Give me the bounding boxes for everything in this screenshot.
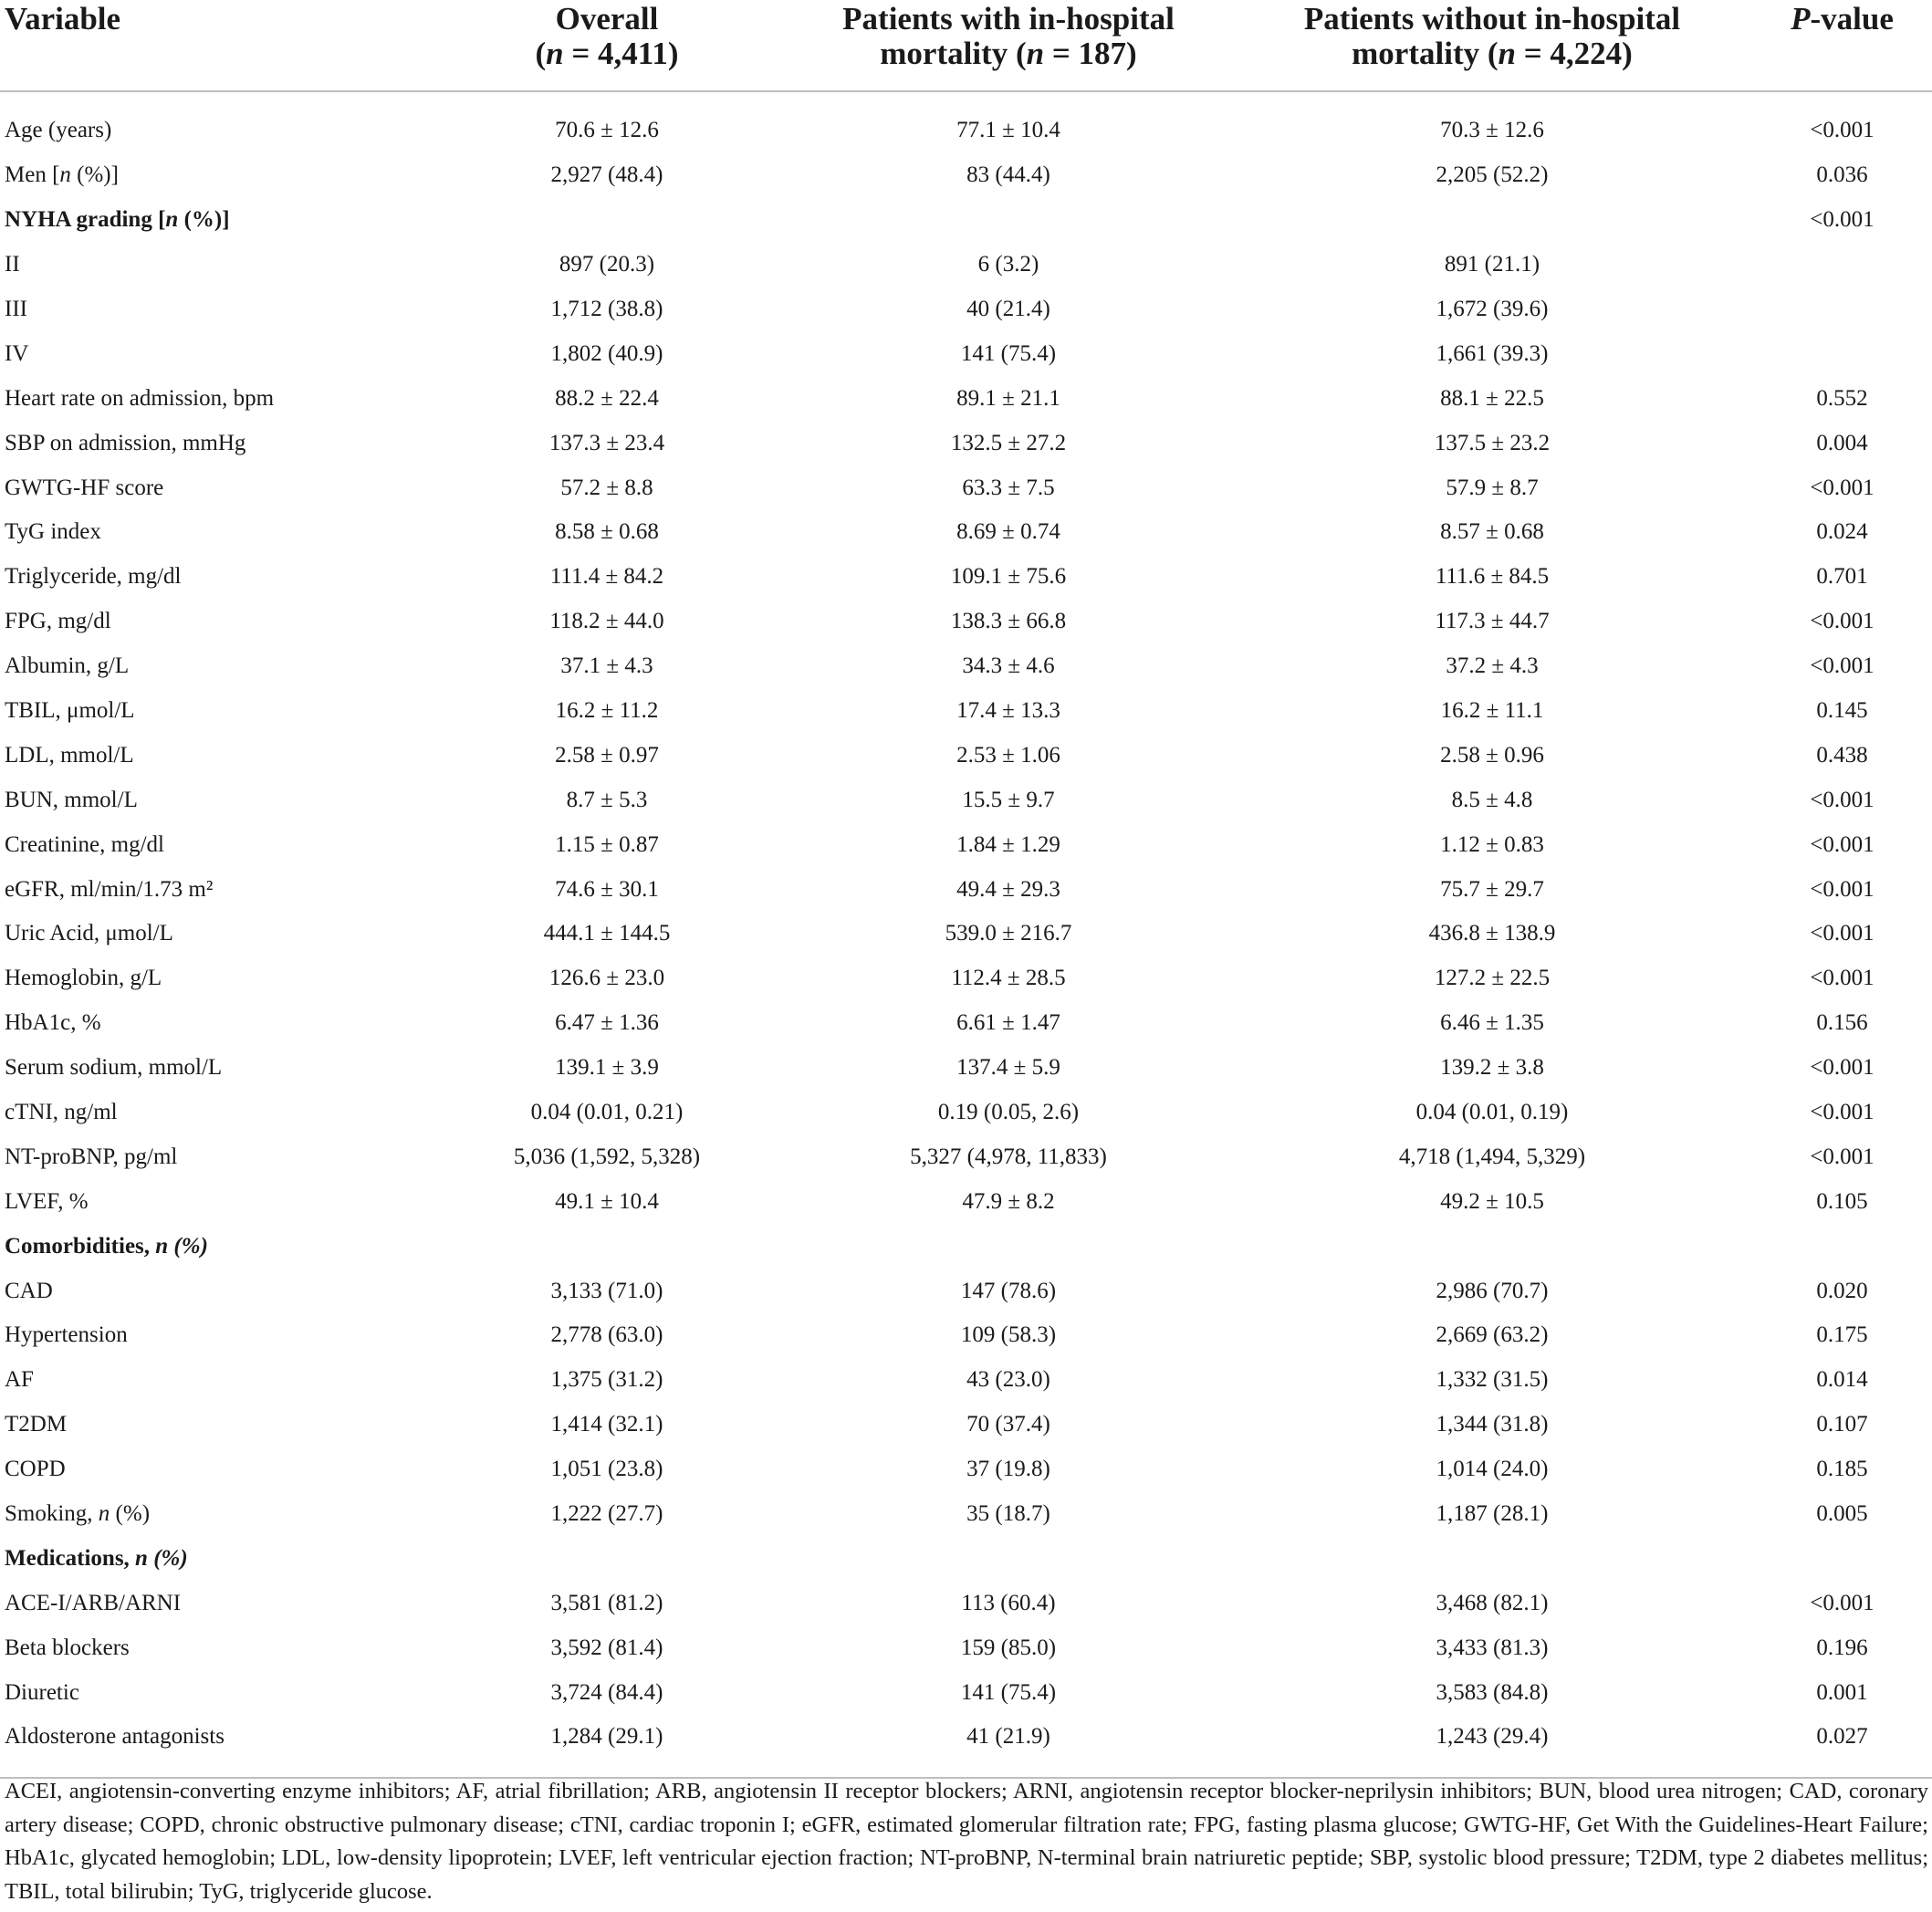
cell-p-value: <0.001 bbox=[1810, 1055, 1875, 1081]
cell-without-mortality: 1.12 ± 0.83 bbox=[1440, 831, 1544, 857]
cell-overall: 3,133 (71.0) bbox=[550, 1278, 663, 1303]
cell-p-value: 0.020 bbox=[1816, 1278, 1868, 1303]
cell-with-mortality: 47.9 ± 8.2 bbox=[962, 1188, 1055, 1214]
cell-p-value: 0.105 bbox=[1816, 1188, 1868, 1214]
cell-without-mortality: 1,661 (39.3) bbox=[1436, 340, 1549, 366]
cell-overall: 1,284 (29.1) bbox=[429, 1715, 785, 1778]
table-row bbox=[0, 733, 1932, 778]
cell-overall: 118.2 ± 44.0 bbox=[549, 609, 664, 634]
header-overall: Overall (n = 4,411) bbox=[429, 0, 785, 91]
table-row bbox=[0, 867, 1932, 912]
table-row bbox=[0, 287, 1932, 332]
cell-overall: 2,927 (48.4) bbox=[550, 162, 663, 188]
table-row bbox=[0, 1269, 1932, 1313]
cell-variable: FPG, mg/dl bbox=[5, 609, 111, 634]
table-row bbox=[0, 91, 1932, 153]
table-row bbox=[0, 465, 1932, 510]
table-row bbox=[0, 1358, 1932, 1403]
cell-variable: COPD bbox=[5, 1457, 66, 1482]
cell-overall: 3,581 (81.2) bbox=[550, 1590, 663, 1615]
cell-variable: SBP on admission, mmHg bbox=[5, 430, 246, 455]
cell-without-mortality: 1,344 (31.8) bbox=[1436, 1412, 1549, 1437]
cell-p-value: 0.107 bbox=[1816, 1412, 1868, 1437]
cell-variable: cTNI, ng/ml bbox=[5, 1100, 118, 1125]
cell-without-mortality: 436.8 ± 138.9 bbox=[1428, 921, 1556, 946]
cell-without-mortality: 8.57 ± 0.68 bbox=[1440, 519, 1544, 545]
cell-variable: TBIL, μmol/L bbox=[5, 698, 135, 724]
cell-variable: Beta blockers bbox=[5, 1635, 130, 1660]
cell-without-mortality: 70.3 ± 12.6 bbox=[1440, 118, 1544, 143]
cell-with-mortality: 147 (78.6) bbox=[960, 1278, 1057, 1303]
cell-overall: 3,724 (84.4) bbox=[550, 1679, 663, 1705]
cell-with-mortality: 5,327 (4,978, 11,833) bbox=[910, 1144, 1107, 1169]
cell-with-mortality: 132.5 ± 27.2 bbox=[950, 430, 1067, 455]
cell-p-value: 0.175 bbox=[1816, 1322, 1868, 1348]
cell-p-value: 0.701 bbox=[1816, 564, 1868, 590]
cell-variable: II bbox=[5, 252, 20, 277]
cell-overall: 1,712 (38.8) bbox=[550, 297, 663, 321]
cell-variable: LVEF, % bbox=[5, 1188, 89, 1214]
cell-overall: 8.58 ± 0.68 bbox=[555, 519, 659, 545]
cell-with-mortality: 89.1 ± 21.1 bbox=[956, 385, 1060, 411]
cell-p-value: <0.001 bbox=[1810, 966, 1875, 991]
cell-without-mortality: 1,014 (24.0) bbox=[1436, 1457, 1549, 1482]
cell-p-value: <0.001 bbox=[1810, 118, 1875, 143]
cell-variable: Age (years) bbox=[5, 118, 112, 143]
cell-without-mortality: 57.9 ± 8.7 bbox=[1446, 475, 1539, 500]
cell-variable: Heart rate on admission, bpm bbox=[5, 385, 275, 411]
table-footnote: ACEI, angiotensin-converting enzyme inhibitors; AF, atrial fibrillation; ARB, angiotensin II receptor blockers; ARNI, angiotensin receptor blocker-neprilysin inhibitors; BUN, blood urea nitrogen; CAD, coronary artery disease; COPD, chronic obstructive pulmonary disease; cTNI, cardiac troponin I; eGFR, estimated glomerular filtration rate; FPG, fasting plasma glucose; GWTG-HF, Get With the Guidelines-Heart Failure; HbA1c, glycated hemoglobin; LDL, low-density lipoprotein; LVEF, left ventricular ejection fraction; NT-proBNP, N-terminal brain natriuretic peptide; SBP, systolic blood pressure; T2DM, type 2 diabetes mellitus; TBIL, total bilirubin; TyG, triglyceride glucose. bbox=[5, 1779, 1928, 1904]
cell-with-mortality: 141 (75.4) bbox=[960, 1679, 1057, 1705]
cell-without-mortality: 3,583 (84.8) bbox=[1436, 1679, 1549, 1705]
cell-overall: 1,802 (40.9) bbox=[550, 340, 663, 366]
cell-p-value: 0.552 bbox=[1816, 385, 1868, 411]
cell-without-mortality: 4,718 (1,494, 5,329) bbox=[1398, 1144, 1586, 1169]
section-header-row bbox=[0, 1537, 1932, 1582]
cell-overall: 74.6 ± 30.1 bbox=[555, 876, 659, 902]
cell-variable: III bbox=[5, 297, 27, 321]
cell-overall: 139.1 ± 3.9 bbox=[555, 1055, 659, 1081]
cell-p-value: <0.001 bbox=[1810, 609, 1875, 634]
cell-variable: CAD bbox=[5, 1278, 53, 1303]
cell-with-mortality: 17.4 ± 13.3 bbox=[956, 698, 1060, 724]
cell-p-value: <0.001 bbox=[1810, 475, 1875, 500]
cell-overall: 1,051 (23.8) bbox=[550, 1457, 663, 1482]
header-with-mortality: Patients with in-hospital mortality (n = 187) bbox=[785, 0, 1232, 91]
cell-without-mortality bbox=[1232, 1224, 1752, 1269]
cell-overall bbox=[429, 1537, 785, 1582]
table-row bbox=[0, 956, 1932, 1001]
cell-p-value: <0.001 bbox=[1810, 876, 1875, 902]
cell-p-value: 0.196 bbox=[1816, 1635, 1868, 1660]
header-variable: Variable bbox=[0, 0, 429, 91]
cell-with-mortality: 40 (21.4) bbox=[966, 297, 1050, 321]
cell-with-mortality: 34.3 ± 4.6 bbox=[962, 653, 1055, 679]
table-row bbox=[0, 555, 1932, 600]
table-row bbox=[0, 1001, 1932, 1046]
cell-overall: 1,222 (27.7) bbox=[550, 1501, 663, 1527]
cell-variable: T2DM bbox=[5, 1412, 68, 1437]
cell-without-mortality: 127.2 ± 22.5 bbox=[1434, 966, 1551, 991]
cell-with-mortality: 138.3 ± 66.8 bbox=[950, 609, 1067, 634]
cell-p-value: <0.001 bbox=[1810, 653, 1875, 679]
cell-variable: Albumin, g/L bbox=[5, 653, 130, 679]
cell-p-value: 0.036 bbox=[1816, 162, 1868, 188]
cell-p-value: <0.001 bbox=[1810, 207, 1875, 233]
cell-variable: eGFR, ml/min/1.73 m² bbox=[5, 876, 214, 902]
cell-p-value: <0.001 bbox=[1810, 1144, 1875, 1169]
cell-overall: 2,778 (63.0) bbox=[550, 1322, 663, 1348]
cell-p-value bbox=[1752, 1224, 1932, 1269]
cell-with-mortality: 43 (23.0) bbox=[966, 1367, 1050, 1393]
cell-without-mortality: 8.5 ± 4.8 bbox=[1451, 787, 1533, 812]
cell-without-mortality: 0.04 (0.01, 0.19) bbox=[1415, 1100, 1569, 1125]
cell-variable: Diuretic bbox=[5, 1679, 79, 1705]
cell-p-value: 0.156 bbox=[1816, 1010, 1868, 1036]
cell-with-mortality: 63.3 ± 7.5 bbox=[962, 475, 1055, 500]
cell-without-mortality bbox=[1232, 1537, 1752, 1582]
cell-overall: 8.7 ± 5.3 bbox=[566, 787, 648, 812]
cell-p-value bbox=[1752, 331, 1932, 376]
cell-without-mortality: 16.2 ± 11.1 bbox=[1440, 698, 1544, 724]
cell-overall: 2.58 ± 0.97 bbox=[555, 742, 659, 768]
table-row bbox=[0, 243, 1932, 287]
table-row bbox=[0, 1715, 1932, 1778]
cell-variable: Triglyceride, mg/dl bbox=[5, 564, 182, 590]
cell-variable: Hemoglobin, g/L bbox=[5, 966, 162, 991]
cell-variable: NYHA grading [n (%)] bbox=[5, 207, 230, 233]
cell-p-value: 0.027 bbox=[1752, 1715, 1932, 1778]
cell-overall: 897 (20.3) bbox=[559, 252, 655, 277]
table-row bbox=[0, 822, 1932, 867]
table-row bbox=[0, 1492, 1932, 1537]
cell-without-mortality: 1,243 (29.4) bbox=[1232, 1715, 1752, 1778]
cell-variable: LDL, mmol/L bbox=[5, 742, 134, 768]
cell-p-value: <0.001 bbox=[1810, 1590, 1875, 1615]
cell-variable: Hypertension bbox=[5, 1322, 128, 1348]
table-row bbox=[0, 644, 1932, 689]
table-row bbox=[0, 1134, 1932, 1179]
section-header-row bbox=[0, 1224, 1932, 1269]
cell-variable: AF bbox=[5, 1367, 34, 1393]
cell-p-value: <0.001 bbox=[1810, 1100, 1875, 1125]
cell-overall: 88.2 ± 22.4 bbox=[555, 385, 659, 411]
cell-without-mortality: 139.2 ± 3.8 bbox=[1440, 1055, 1544, 1081]
cell-p-value: 0.145 bbox=[1816, 698, 1868, 724]
table-row bbox=[0, 331, 1932, 376]
header-without-mortality: Patients without in-hospital mortality (n = 4,224) bbox=[1232, 0, 1752, 91]
cell-overall bbox=[429, 1224, 785, 1269]
cell-variable: Creatinine, mg/dl bbox=[5, 831, 164, 857]
cell-without-mortality: 2,986 (70.7) bbox=[1436, 1278, 1549, 1303]
cell-p-value: 0.001 bbox=[1816, 1679, 1868, 1705]
cell-overall: 444.1 ± 144.5 bbox=[543, 921, 671, 946]
table-header-row bbox=[0, 0, 1932, 91]
table-row bbox=[0, 1625, 1932, 1670]
cell-with-mortality: 2.53 ± 1.06 bbox=[956, 742, 1060, 768]
cell-variable: IV bbox=[5, 340, 29, 366]
cell-overall: 1.15 ± 0.87 bbox=[555, 831, 659, 857]
table-row bbox=[0, 600, 1932, 644]
cell-overall: 1,414 (32.1) bbox=[550, 1412, 663, 1437]
cell-with-mortality: 77.1 ± 10.4 bbox=[956, 118, 1060, 143]
cell-with-mortality: 0.19 (0.05, 2.6) bbox=[937, 1100, 1080, 1125]
cell-with-mortality: 8.69 ± 0.74 bbox=[956, 519, 1060, 545]
table-row bbox=[0, 376, 1932, 421]
cell-without-mortality: 2.58 ± 0.96 bbox=[1440, 742, 1544, 768]
cell-with-mortality: 109 (58.3) bbox=[960, 1322, 1057, 1348]
cell-variable: Comorbidities, n (%) bbox=[5, 1233, 208, 1259]
cell-without-mortality: 6.46 ± 1.35 bbox=[1440, 1010, 1544, 1036]
cell-with-mortality: 159 (85.0) bbox=[960, 1635, 1057, 1660]
table-row bbox=[0, 1403, 1932, 1447]
cell-p-value: <0.001 bbox=[1810, 787, 1875, 812]
cell-p-value: 0.438 bbox=[1816, 742, 1868, 768]
cell-with-mortality: 6 (3.2) bbox=[977, 252, 1039, 277]
cell-variable: Aldosterone antagonists bbox=[0, 1715, 429, 1778]
cell-without-mortality: 37.2 ± 4.3 bbox=[1446, 653, 1539, 679]
cell-with-mortality: 49.4 ± 29.3 bbox=[956, 876, 1060, 902]
section-header-row bbox=[0, 198, 1932, 243]
cell-without-mortality: 75.7 ± 29.7 bbox=[1440, 876, 1544, 902]
cell-without-mortality: 111.6 ± 84.5 bbox=[1435, 564, 1550, 590]
cell-variable: Medications, n (%) bbox=[5, 1545, 188, 1571]
cell-without-mortality: 1,332 (31.5) bbox=[1436, 1367, 1549, 1393]
cell-without-mortality bbox=[1232, 198, 1752, 243]
cell-variable: Uric Acid, μmol/L bbox=[5, 921, 173, 946]
cell-without-mortality: 117.3 ± 44.7 bbox=[1435, 609, 1550, 634]
cell-variable: NT-proBNP, pg/ml bbox=[5, 1144, 178, 1169]
cell-overall: 70.6 ± 12.6 bbox=[555, 118, 659, 143]
cell-variable: Smoking, n (%) bbox=[5, 1501, 151, 1527]
cell-p-value bbox=[1752, 243, 1932, 287]
table-row bbox=[0, 1581, 1932, 1625]
cell-with-mortality bbox=[785, 1537, 1232, 1582]
cell-with-mortality: 37 (19.8) bbox=[966, 1457, 1050, 1482]
cell-without-mortality: 1,672 (39.6) bbox=[1436, 297, 1549, 321]
table-row bbox=[0, 153, 1932, 198]
table-row bbox=[0, 1179, 1932, 1224]
cell-with-mortality bbox=[785, 198, 1232, 243]
cell-with-mortality: 15.5 ± 9.7 bbox=[962, 787, 1055, 812]
cell-with-mortality: 83 (44.4) bbox=[966, 162, 1050, 188]
cell-with-mortality: 113 (60.4) bbox=[961, 1590, 1056, 1615]
cell-with-mortality: 41 (21.9) bbox=[785, 1715, 1232, 1778]
cell-p-value: 0.024 bbox=[1816, 519, 1868, 545]
cell-overall: 111.4 ± 84.2 bbox=[549, 564, 664, 590]
header-p-value: P-value bbox=[1752, 0, 1932, 91]
cell-variable: GWTG-HF score bbox=[5, 475, 164, 500]
cell-p-value: 0.004 bbox=[1816, 430, 1868, 455]
cell-variable: Serum sodium, mmol/L bbox=[5, 1055, 223, 1081]
cell-overall: 1,375 (31.2) bbox=[550, 1367, 663, 1393]
cell-with-mortality bbox=[785, 1224, 1232, 1269]
cell-p-value: 0.005 bbox=[1816, 1501, 1868, 1527]
cell-with-mortality: 35 (18.7) bbox=[966, 1501, 1050, 1527]
table-row bbox=[0, 1091, 1932, 1135]
cell-p-value: 0.014 bbox=[1816, 1367, 1868, 1393]
table-row bbox=[0, 1046, 1932, 1091]
cell-with-mortality: 1.84 ± 1.29 bbox=[956, 831, 1060, 857]
cell-with-mortality: 70 (37.4) bbox=[966, 1412, 1050, 1437]
cell-with-mortality: 539.0 ± 216.7 bbox=[945, 921, 1072, 946]
cell-without-mortality: 1,187 (28.1) bbox=[1436, 1501, 1549, 1527]
cell-variable: BUN, mmol/L bbox=[5, 787, 138, 812]
cell-p-value bbox=[1752, 1537, 1932, 1582]
cell-p-value: <0.001 bbox=[1810, 831, 1875, 857]
cell-overall: 57.2 ± 8.8 bbox=[560, 475, 653, 500]
cell-with-mortality: 112.4 ± 28.5 bbox=[951, 966, 1066, 991]
cell-variable: Men [n (%)] bbox=[5, 162, 119, 188]
cell-variable: HbA1c, % bbox=[5, 1010, 101, 1036]
cell-overall: 49.1 ± 10.4 bbox=[555, 1188, 659, 1214]
cell-overall: 16.2 ± 11.2 bbox=[555, 698, 659, 724]
cell-overall bbox=[429, 198, 785, 243]
cell-overall: 6.47 ± 1.36 bbox=[555, 1010, 659, 1036]
cell-without-mortality: 49.2 ± 10.5 bbox=[1440, 1188, 1544, 1214]
cell-without-mortality: 3,468 (82.1) bbox=[1436, 1590, 1549, 1615]
cell-overall: 3,592 (81.4) bbox=[550, 1635, 663, 1660]
table-row bbox=[0, 1313, 1932, 1358]
cell-without-mortality: 2,205 (52.2) bbox=[1436, 162, 1549, 188]
table-row bbox=[0, 912, 1932, 956]
cell-without-mortality: 137.5 ± 23.2 bbox=[1434, 430, 1551, 455]
cell-overall: 5,036 (1,592, 5,328) bbox=[513, 1144, 701, 1169]
cell-with-mortality: 137.4 ± 5.9 bbox=[956, 1055, 1060, 1081]
cell-overall: 37.1 ± 4.3 bbox=[560, 653, 653, 679]
cell-with-mortality: 6.61 ± 1.47 bbox=[956, 1010, 1060, 1036]
cell-without-mortality: 3,433 (81.3) bbox=[1436, 1635, 1549, 1660]
cell-p-value: <0.001 bbox=[1810, 921, 1875, 946]
table-row bbox=[0, 689, 1932, 734]
table-body bbox=[0, 91, 1932, 1778]
cell-overall: 126.6 ± 23.0 bbox=[548, 966, 665, 991]
cell-variable: TyG index bbox=[5, 519, 101, 545]
cell-without-mortality: 891 (21.1) bbox=[1444, 252, 1540, 277]
table-row bbox=[0, 778, 1932, 822]
table-row bbox=[0, 1447, 1932, 1492]
table-row bbox=[0, 1670, 1932, 1715]
cell-without-mortality: 2,669 (63.2) bbox=[1436, 1322, 1549, 1348]
cell-variable: ACE-I/ARB/ARNI bbox=[5, 1590, 182, 1615]
cell-p-value bbox=[1752, 287, 1932, 332]
table-row bbox=[0, 421, 1932, 465]
cell-without-mortality: 88.1 ± 22.5 bbox=[1440, 385, 1544, 411]
cell-overall: 0.04 (0.01, 0.21) bbox=[530, 1100, 684, 1125]
table-row bbox=[0, 510, 1932, 555]
cell-with-mortality: 141 (75.4) bbox=[960, 340, 1057, 366]
cell-with-mortality: 109.1 ± 75.6 bbox=[950, 564, 1067, 590]
cell-overall: 137.3 ± 23.4 bbox=[548, 430, 665, 455]
cell-p-value: 0.185 bbox=[1816, 1457, 1868, 1482]
